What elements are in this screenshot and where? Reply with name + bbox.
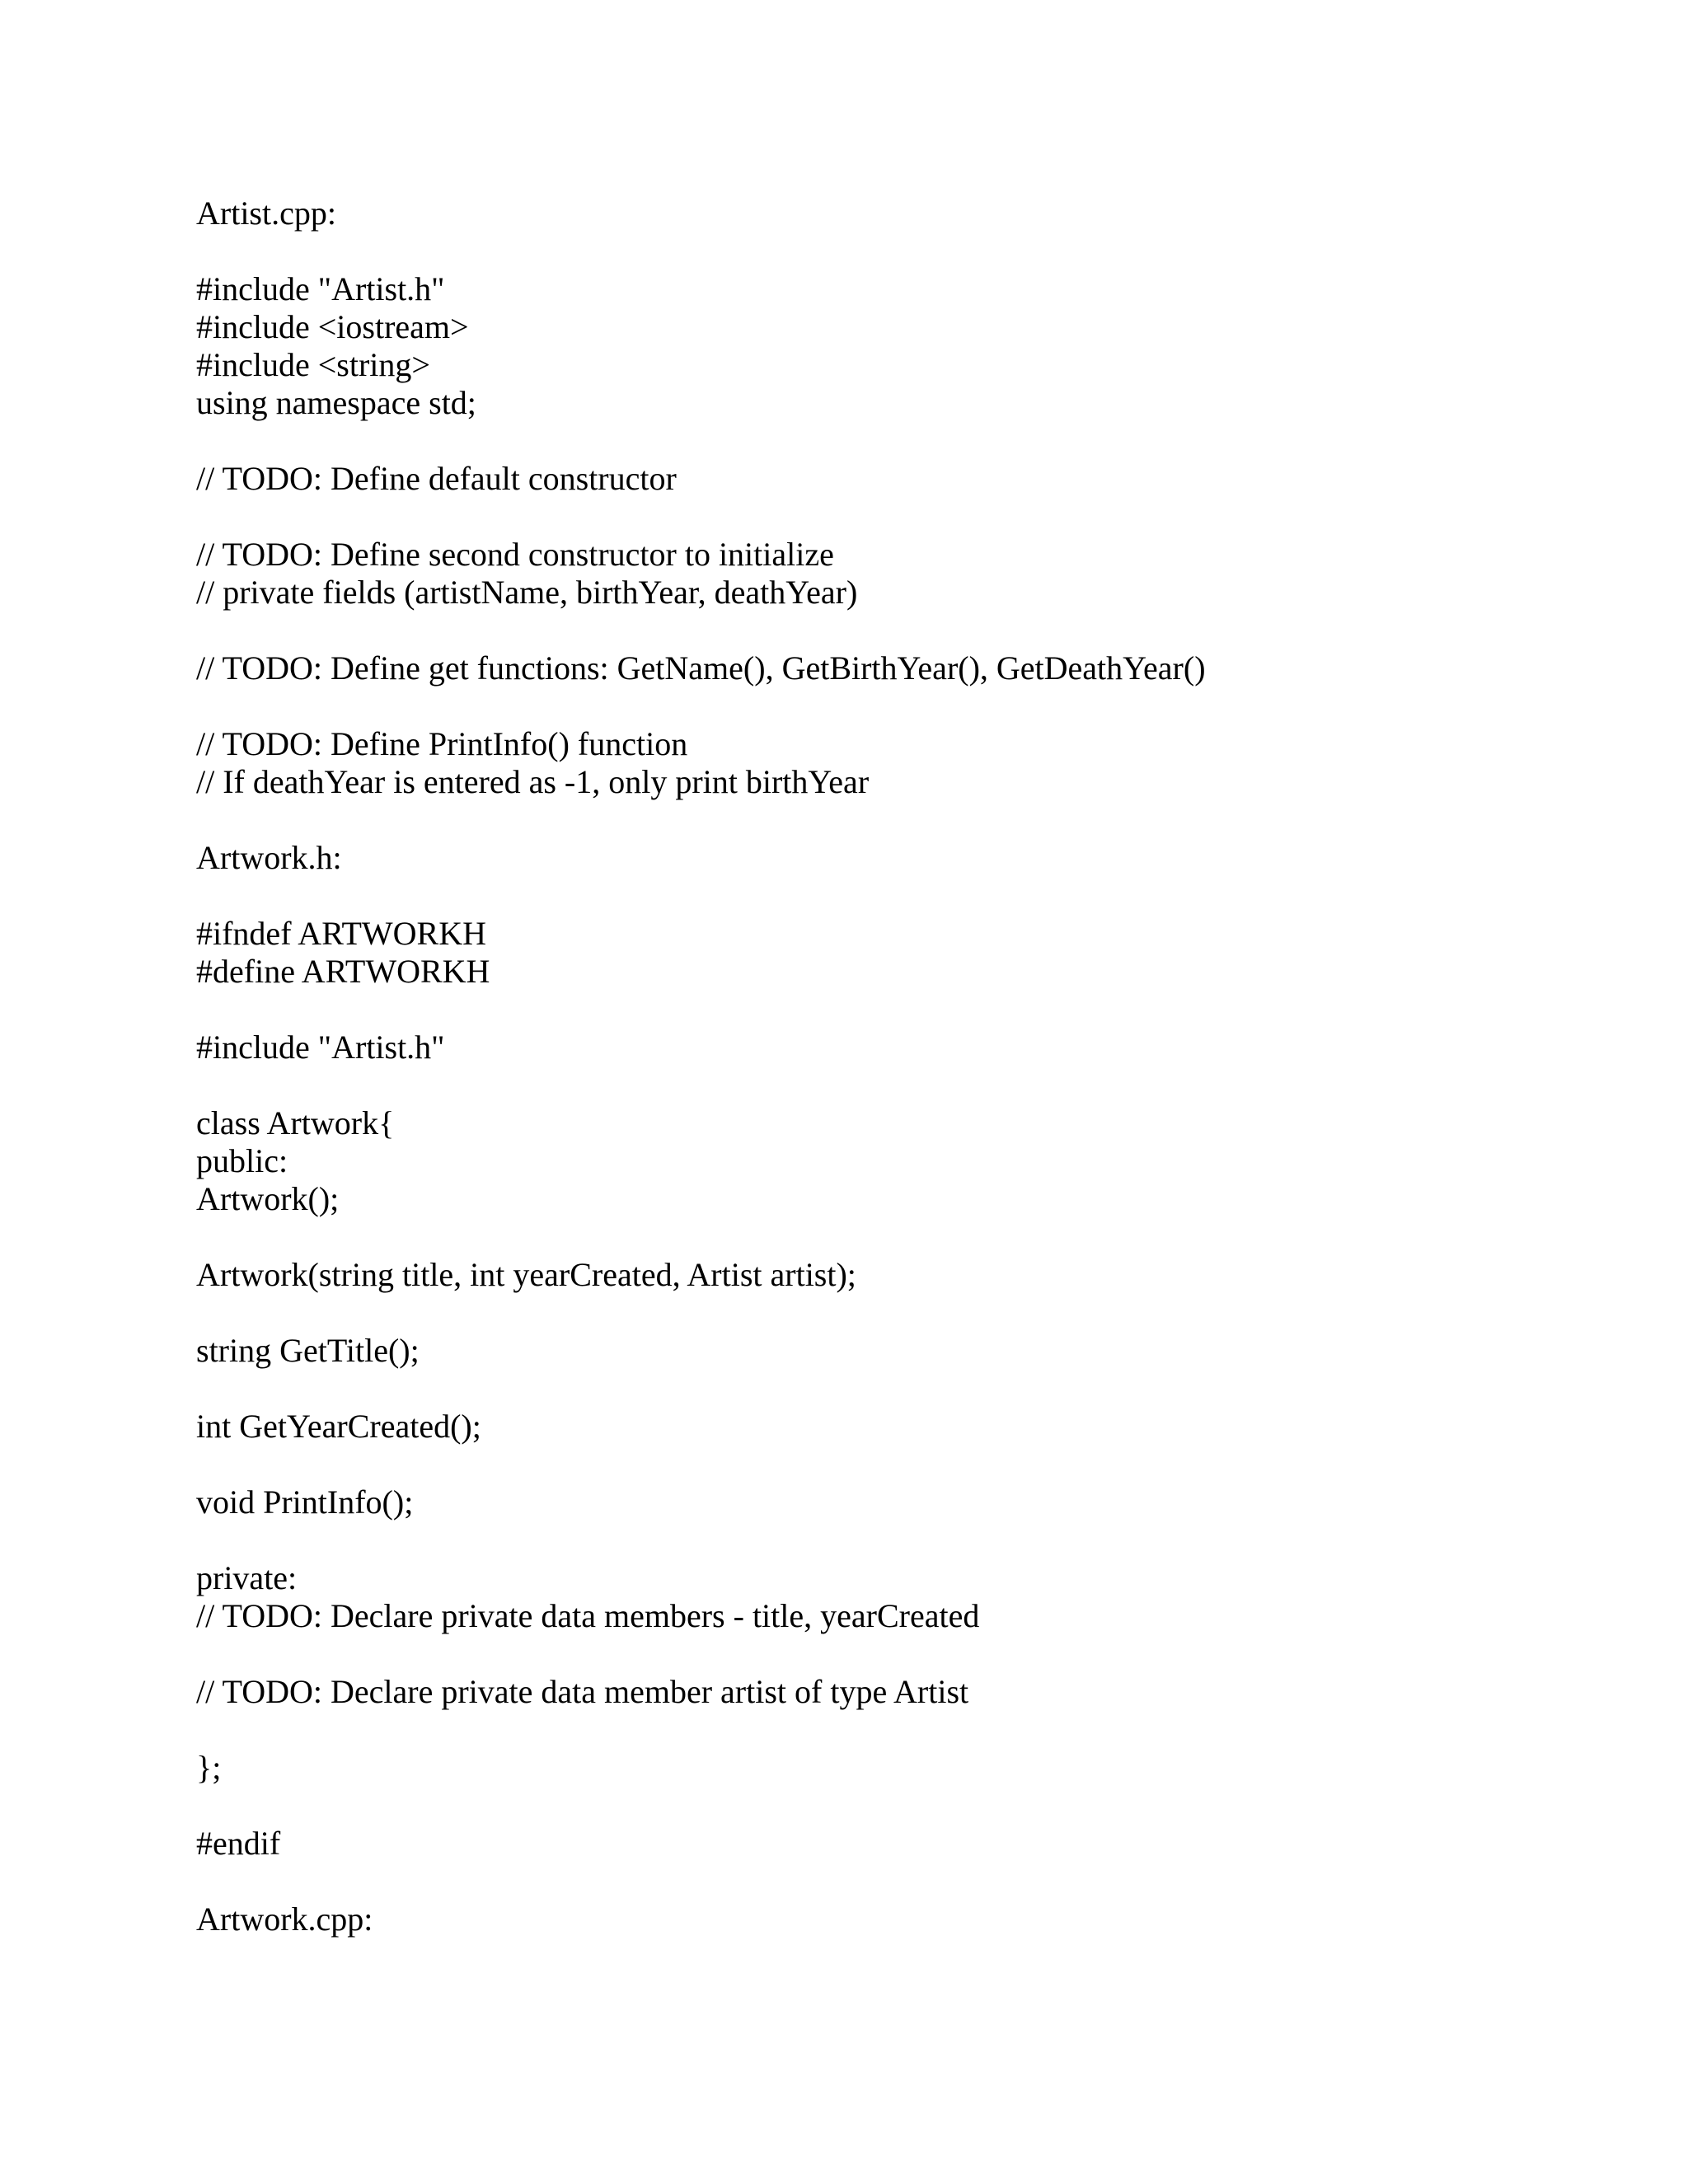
- text-line: Artist.cpp:: [196, 194, 336, 232]
- text-line: int GetYearCreated();: [196, 1408, 481, 1445]
- text-line: Artwork();: [196, 1180, 340, 1217]
- text-line: };: [196, 1749, 222, 1786]
- text-line: #endif: [196, 1825, 281, 1862]
- text-line: Artwork.cpp:: [196, 1900, 373, 1938]
- text-line: #include <string>: [196, 346, 430, 383]
- document-body: [196, 194, 1597, 1938]
- text-line: // TODO: Define get functions: GetName(), GetBirthYear(), GetDeathYear(): [196, 649, 1206, 687]
- text-line: // TODO: Declare private data member artist of type Artist: [196, 1673, 969, 1710]
- text-line: // TODO: Define PrintInfo() function: [196, 725, 688, 762]
- text-line: string GetTitle();: [196, 1332, 420, 1369]
- text-line: Artwork(string title, int yearCreated, Artist artist);: [196, 1256, 856, 1293]
- text-line: // If deathYear is entered as -1, only print birthYear: [196, 763, 870, 800]
- text-line: // TODO: Declare private data members - title, yearCreated: [196, 1597, 980, 1634]
- text-line: Artwork.h:: [196, 839, 342, 876]
- text-line: #include "Artist.h": [196, 1029, 445, 1066]
- text-line: public:: [196, 1142, 288, 1179]
- text-line: // TODO: Define default constructor: [196, 460, 677, 497]
- text-line: #ifndef ARTWORKH: [196, 915, 486, 952]
- text-line: // private fields (artistName, birthYear, deathYear): [196, 574, 858, 611]
- text-line: using namespace std;: [196, 384, 476, 421]
- text-line: // TODO: Define second constructor to initialize: [196, 536, 834, 573]
- text-line: private:: [196, 1559, 298, 1596]
- text-line: void PrintInfo();: [196, 1483, 414, 1521]
- text-line: #include "Artist.h": [196, 270, 445, 307]
- text-line: class Artwork{: [196, 1104, 395, 1141]
- text-line: #define ARTWORKH: [196, 953, 490, 990]
- text-line: #include <iostream>: [196, 308, 469, 345]
